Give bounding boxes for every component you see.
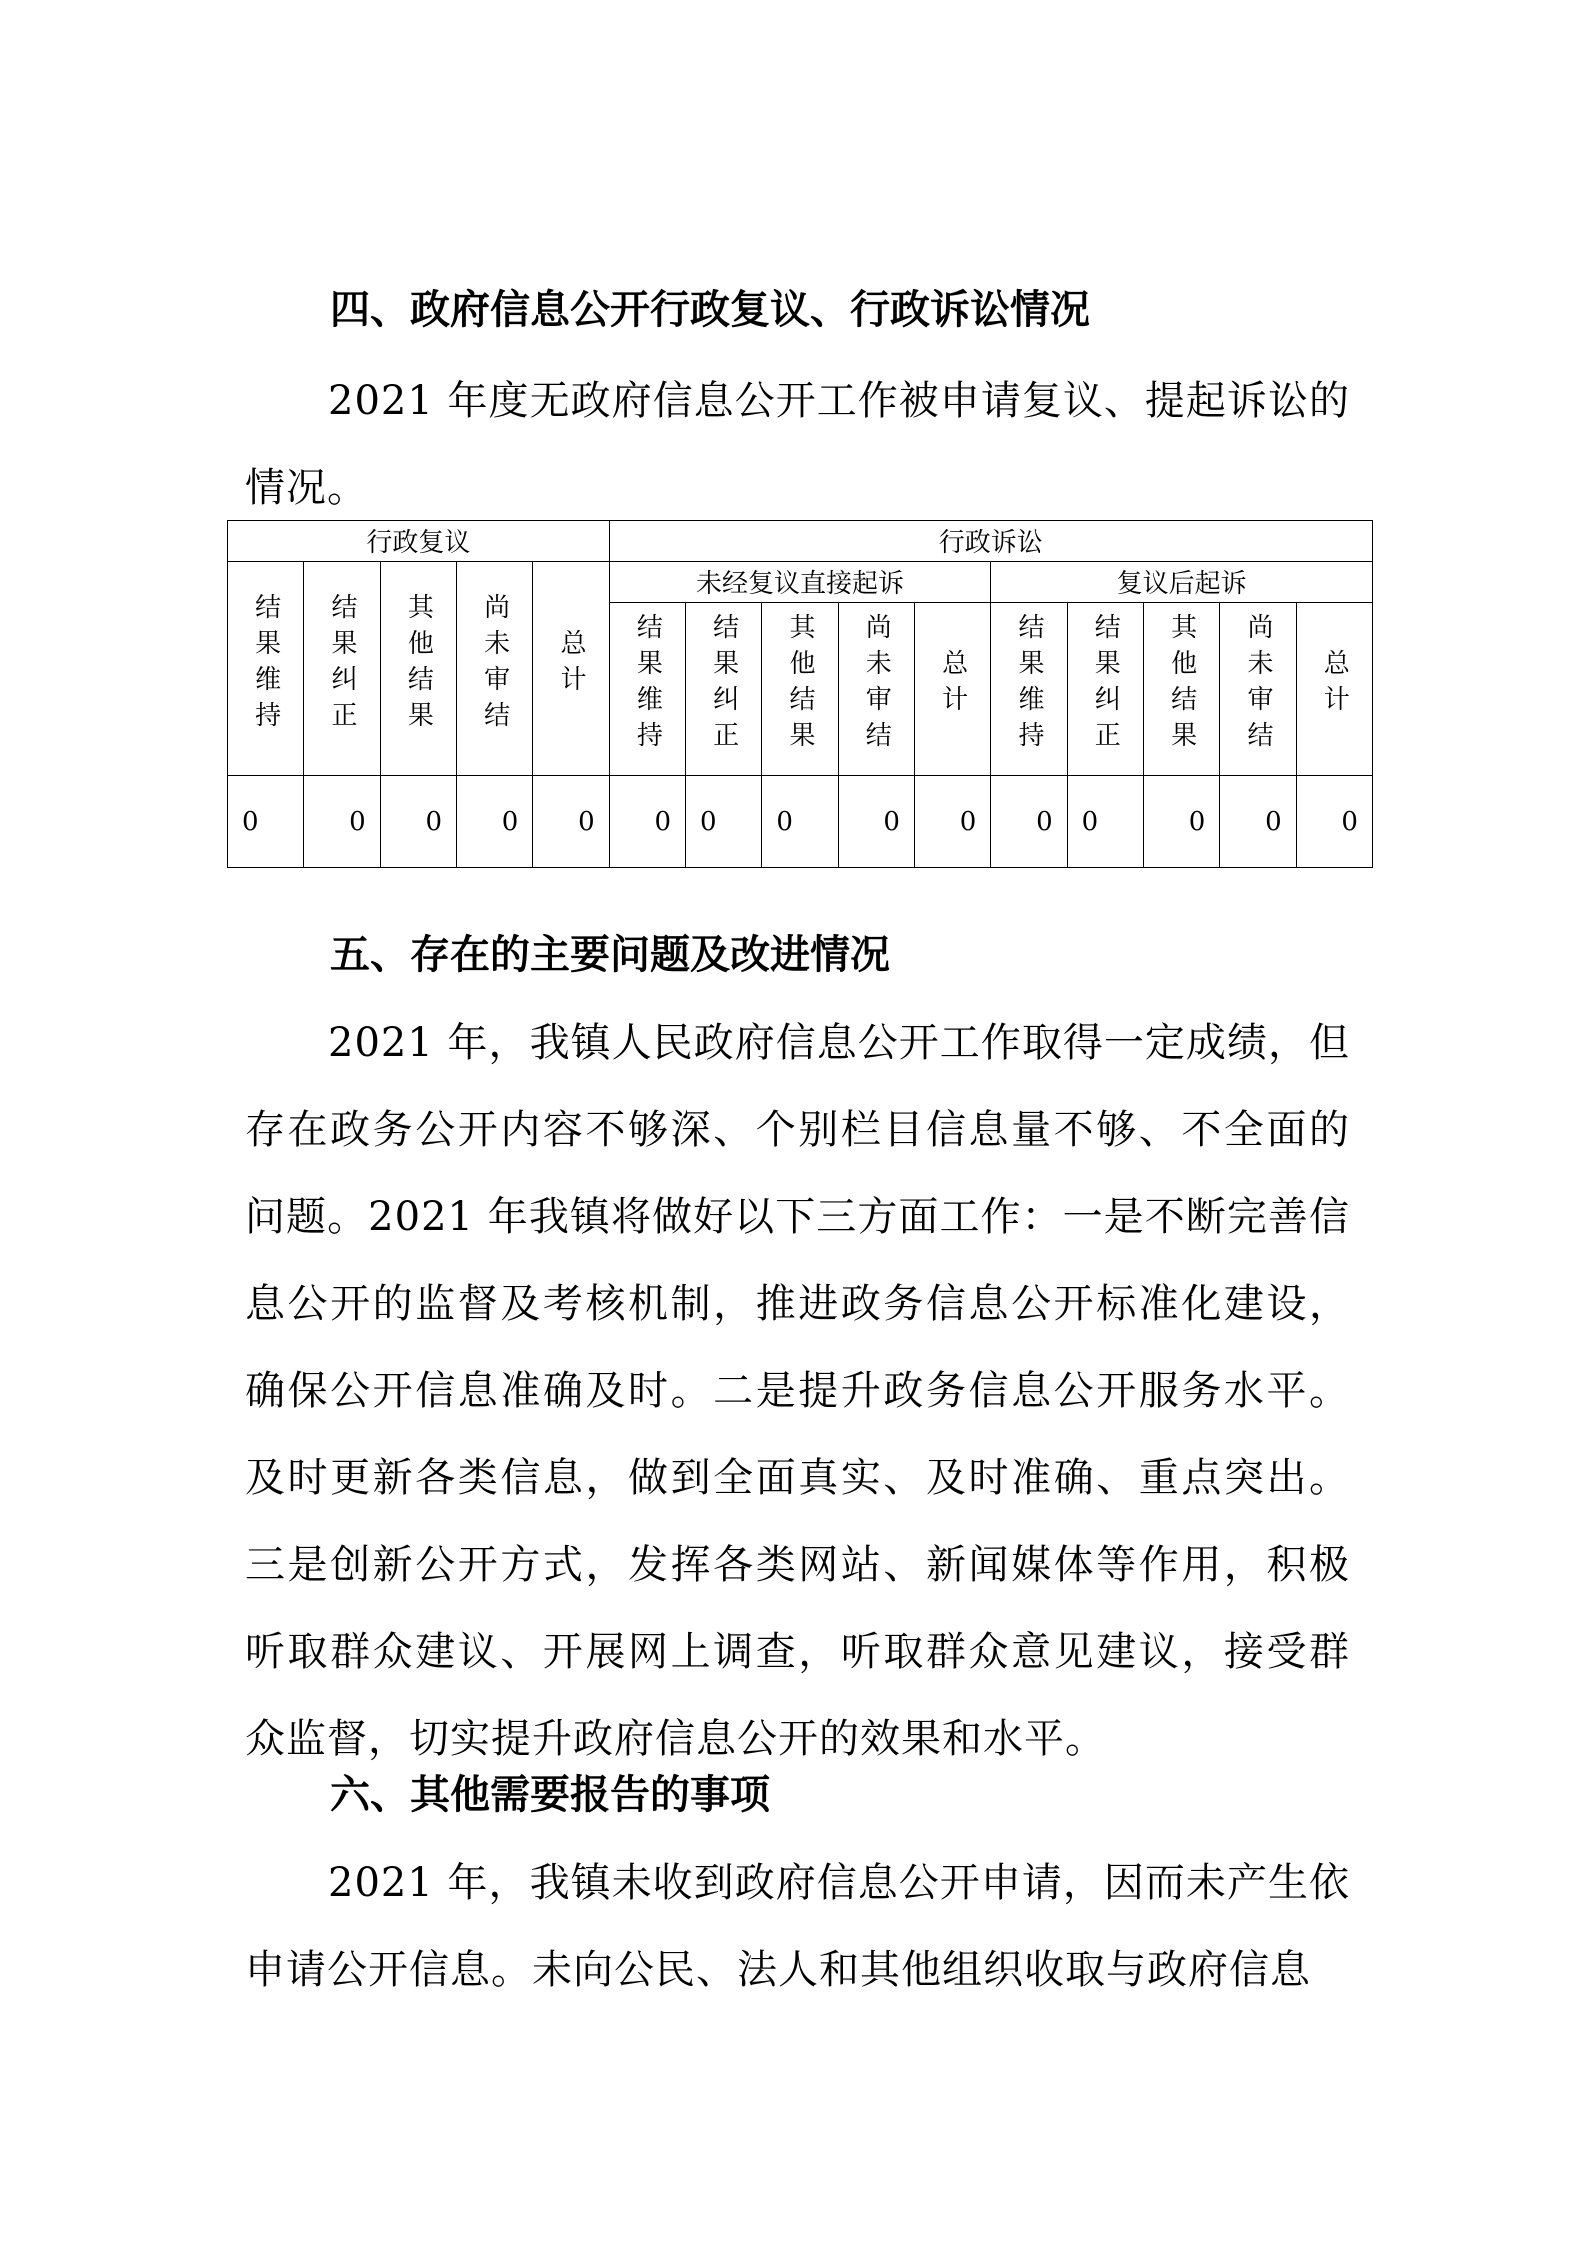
- col-pending: 尚未审结: [456, 561, 532, 775]
- value-cell: 0: [1143, 776, 1219, 868]
- col-total: 总计: [1296, 602, 1372, 776]
- col-corrected: 结果纠正: [685, 602, 761, 776]
- value-cell: 0: [380, 776, 456, 868]
- value-cell: 0: [685, 776, 761, 868]
- value-cell: 0: [456, 776, 532, 868]
- col-upheld: 结果维持: [991, 602, 1067, 776]
- value-cell: 0: [1296, 776, 1372, 868]
- section-6-heading: 六、其他需要报告的事项: [330, 1772, 770, 1818]
- value-cell: 0: [304, 776, 380, 868]
- col-total: 总计: [914, 602, 990, 776]
- value-cell: 0: [1220, 776, 1296, 868]
- value-cell: 0: [1067, 776, 1143, 868]
- col-pending: 尚未审结: [1220, 602, 1296, 776]
- col-other: 其他结果: [762, 602, 838, 776]
- section-5-heading: 五、存在的主要问题及改进情况: [330, 932, 890, 978]
- section-4-paragraph: 2021 年度无政府信息公开工作被申请复议、提起诉讼的情况。: [245, 378, 1350, 511]
- col-corrected: 结果纠正: [304, 561, 380, 775]
- header-reconsideration: 行政复议: [228, 521, 610, 562]
- section-6-paragraph: 2021 年，我镇未收到政府信息公开申请，因而未产生依申请公开信息。未向公民、法人和其他组织收取与政府信息: [245, 1860, 1350, 1993]
- value-cell: 0: [991, 776, 1067, 868]
- section-4-heading: 四、政府信息公开行政复议、行政诉讼情况: [330, 287, 1090, 333]
- col-total: 总计: [533, 561, 609, 775]
- col-upheld: 结果维持: [228, 561, 304, 775]
- header-litigation: 行政诉讼: [609, 521, 1372, 562]
- col-upheld: 结果维持: [609, 602, 685, 776]
- section-5-paragraph: 2021 年，我镇人民政府信息公开工作取得一定成绩，但存在政务公开内容不够深、个别栏目信息量不够、不全面的问题。2021 年我镇将做好以下三方面工作：一是不断完善信息公开的监督及考核机制，推进政务信息公开标准化建设，确保公开信息准确及时。二是提升政务信息公开服务水平。及时更新各类信息，做到全面真实、及时准确、重点突出。三是创新公开方式，发挥各类网站、新闻媒体等作用，积极听取群众建议、开展网上调查，听取群众意见建议，接受群众监督，切实提升政府信息公开的效果和水平。: [245, 1020, 1350, 1762]
- col-pending: 尚未审结: [838, 602, 914, 776]
- header-after-reconsideration: 复议后起诉: [991, 561, 1373, 602]
- col-corrected: 结果纠正: [1067, 602, 1143, 776]
- litigation-table: [227, 520, 1373, 868]
- col-other: 其他结果: [1143, 602, 1219, 776]
- value-cell: 0: [609, 776, 685, 868]
- value-cell: 0: [762, 776, 838, 868]
- value-cell: 0: [228, 776, 304, 868]
- value-cell: 0: [838, 776, 914, 868]
- header-direct-suit: 未经复议直接起诉: [609, 561, 991, 602]
- value-cell: 0: [914, 776, 990, 868]
- value-cell: 0: [533, 776, 609, 868]
- col-other: 其他结果: [380, 561, 456, 775]
